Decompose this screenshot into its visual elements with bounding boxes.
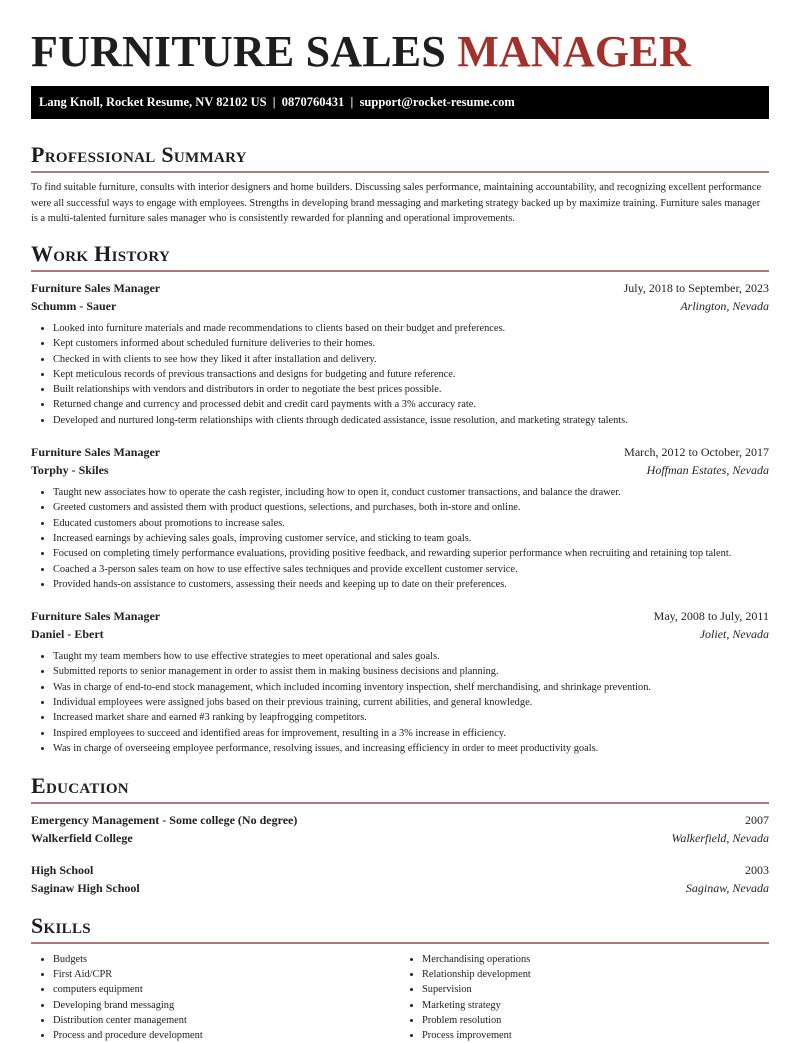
title-main: FURNITURE SALES <box>31 27 446 76</box>
education-degree: Emergency Management - Some college (No degree) <box>31 813 298 827</box>
job-entry <box>31 280 769 428</box>
job-entry <box>31 608 769 756</box>
job-dates: July, 2018 to September, 2023 <box>623 281 769 295</box>
education-location: Walkerfield, Nevada <box>671 830 769 845</box>
education-degree: High School <box>31 863 94 877</box>
job-company: Daniel - Ebert <box>31 626 104 641</box>
education-school-row <box>31 830 769 848</box>
education-heading: Education <box>31 773 769 804</box>
skill-item: • First Aid/CPR <box>53 967 400 982</box>
job-company-row <box>31 626 769 644</box>
job-bullet: • Focused on completing timely performance evaluations, providing positive feedback, and rewarding superior performance when recruiting and retaining top talent. <box>53 546 769 561</box>
skill-item: • Budgets <box>53 952 400 967</box>
job-title: Furniture Sales Manager <box>31 445 161 460</box>
job-dates: May, 2008 to July, 2011 <box>653 609 769 624</box>
work-history-heading: Work History <box>31 241 769 272</box>
contact-bar <box>31 86 769 119</box>
job-bullet: • Developed and nurtured long-term relationships with clients through dedicated assistance, issue resolution, and marketing strategy talents. <box>53 413 769 428</box>
skills-heading: Skills <box>31 913 769 944</box>
title-accent: MANAGER <box>457 27 691 76</box>
job-title: Furniture Sales Manager <box>31 609 161 624</box>
job-location: Hoffman Estates, Nevada <box>646 462 769 477</box>
job-bullet: • Was in charge of overseeing employee performance, resolving issues, and increasing efficiency in order to meet productivity goals. <box>53 741 769 756</box>
job-header-row <box>31 280 769 298</box>
job-bullet: • Individual employees were assigned jobs based on their previous training, current abilities, and general knowledge. <box>53 695 769 710</box>
contact-info: Lang Knoll, Rocket Resume, NV 82102 US | 0870760431 | support@rocket-resume.com <box>39 95 515 109</box>
job-bullet: • Built relationships with vendors and distributors in order to negotiate the best prices possible. <box>53 382 769 397</box>
education-header-row <box>31 862 769 880</box>
job-bullet: • Taught my team members how to use effective strategies to meet operational and sales goals. <box>53 649 769 664</box>
job-bullet: • Increased market share and earned #3 ranking by leapfrogging competitors. <box>53 710 769 725</box>
skills-section <box>31 913 769 1043</box>
work-history-section <box>31 241 769 772</box>
summary-section <box>31 142 769 227</box>
job-bullet: • Provided hands-on assistance to customers, assessing their needs and keeping up to date on their preferences. <box>53 577 769 592</box>
skills-list-right <box>400 952 769 1043</box>
job-bullet: • Greeted customers and assisted them with product questions, selections, and purchases, both in-store and online. <box>53 500 769 515</box>
job-bullets <box>31 649 769 756</box>
job-title: Furniture Sales Manager <box>31 281 161 295</box>
resume-title <box>31 26 691 77</box>
education-school-row <box>31 880 769 898</box>
job-location: Joliet, Nevada <box>699 626 769 641</box>
job-company: Torphy - Skiles <box>31 462 109 477</box>
education-school: Walkerfield College <box>31 830 133 845</box>
skill-item: • Distribution center management <box>53 1013 400 1028</box>
education-entry <box>31 862 769 897</box>
skills-list-left <box>31 952 400 1043</box>
job-company: Schumm - Sauer <box>31 298 117 313</box>
job-bullet: • Taught new associates how to operate the cash register, including how to open it, conduct customer transactions, and balance the drawer. <box>53 485 769 500</box>
skill-item: • Marketing strategy <box>422 998 769 1013</box>
job-bullet: • Returned change and currency and processed debit and credit card payments with a 3% accuracy rate. <box>53 397 769 412</box>
skill-item: • Process and procedure development <box>53 1028 400 1043</box>
job-header-row <box>31 608 769 626</box>
skill-item: • Supervision <box>422 982 769 997</box>
job-bullet: • Inspired employees to succeed and identified areas for improvement, resulting in a 3% increase in efficiency. <box>53 726 769 741</box>
education-school: Saginaw High School <box>31 880 140 895</box>
education-header-row <box>31 812 769 830</box>
summary-text: To find suitable furniture, consults with interior designers and home builders. Discussing sales performance, maintaining accountability, and recognizing excellent performance were all successful ways to engage with employees. Strengths in developing brand messaging and marketing strategy backed up by maximize training. Furniture sales manager is a multi-talented furniture sales manager who is consistently rewarded for planning and operational improvements. <box>31 182 762 224</box>
skill-item: • computers equipment <box>53 982 400 997</box>
skill-item: • Problem resolution <box>422 1013 769 1028</box>
job-bullet: • Educated customers about promotions to increase sales. <box>53 516 769 531</box>
job-bullet: • Looked into furniture materials and made recommendations to clients based on their budget and preferences. <box>53 321 769 336</box>
job-bullets <box>31 485 769 592</box>
job-location: Arlington, Nevada <box>680 298 769 313</box>
job-dates: March, 2012 to October, 2017 <box>624 445 769 460</box>
education-year: 2003 <box>745 863 769 877</box>
skill-item: • Process improvement <box>422 1028 769 1043</box>
education-entry <box>31 812 769 847</box>
job-bullet: • Kept customers informed about scheduled furniture deliveries to their homes. <box>53 336 769 351</box>
skill-item: • Merchandising operations <box>422 952 769 967</box>
education-location: Saginaw, Nevada <box>685 880 769 895</box>
job-header-row <box>31 444 769 462</box>
skill-item: • Relationship development <box>422 967 769 982</box>
education-section <box>31 773 769 897</box>
education-year: 2007 <box>745 813 769 827</box>
job-bullet: • Checked in with clients to see how they liked it after installation and delivery. <box>53 352 769 367</box>
job-bullets <box>31 321 769 428</box>
job-bullet: • Increased earnings by achieving sales goals, improving customer service, and sticking to team goals. <box>53 531 769 546</box>
skill-item: • Developing brand messaging <box>53 998 400 1013</box>
job-entry <box>31 444 769 592</box>
job-company-row <box>31 298 769 316</box>
job-company-row <box>31 462 769 480</box>
summary-heading: Professional Summary <box>31 142 769 173</box>
job-bullet: • Was in charge of end-to-end stock management, which included incoming inventory inspection, shelf merchandising, and shrinkage prevention. <box>53 680 769 695</box>
job-bullet: • Kept meticulous records of previous transactions and designs for budgeting and future reference. <box>53 367 769 382</box>
job-bullet: • Submitted reports to senior management in order to assist them in making business decisions and planning. <box>53 664 769 679</box>
job-bullet: • Coached a 3-person sales team on how to use effective sales techniques and provide excellent customer service. <box>53 562 769 577</box>
